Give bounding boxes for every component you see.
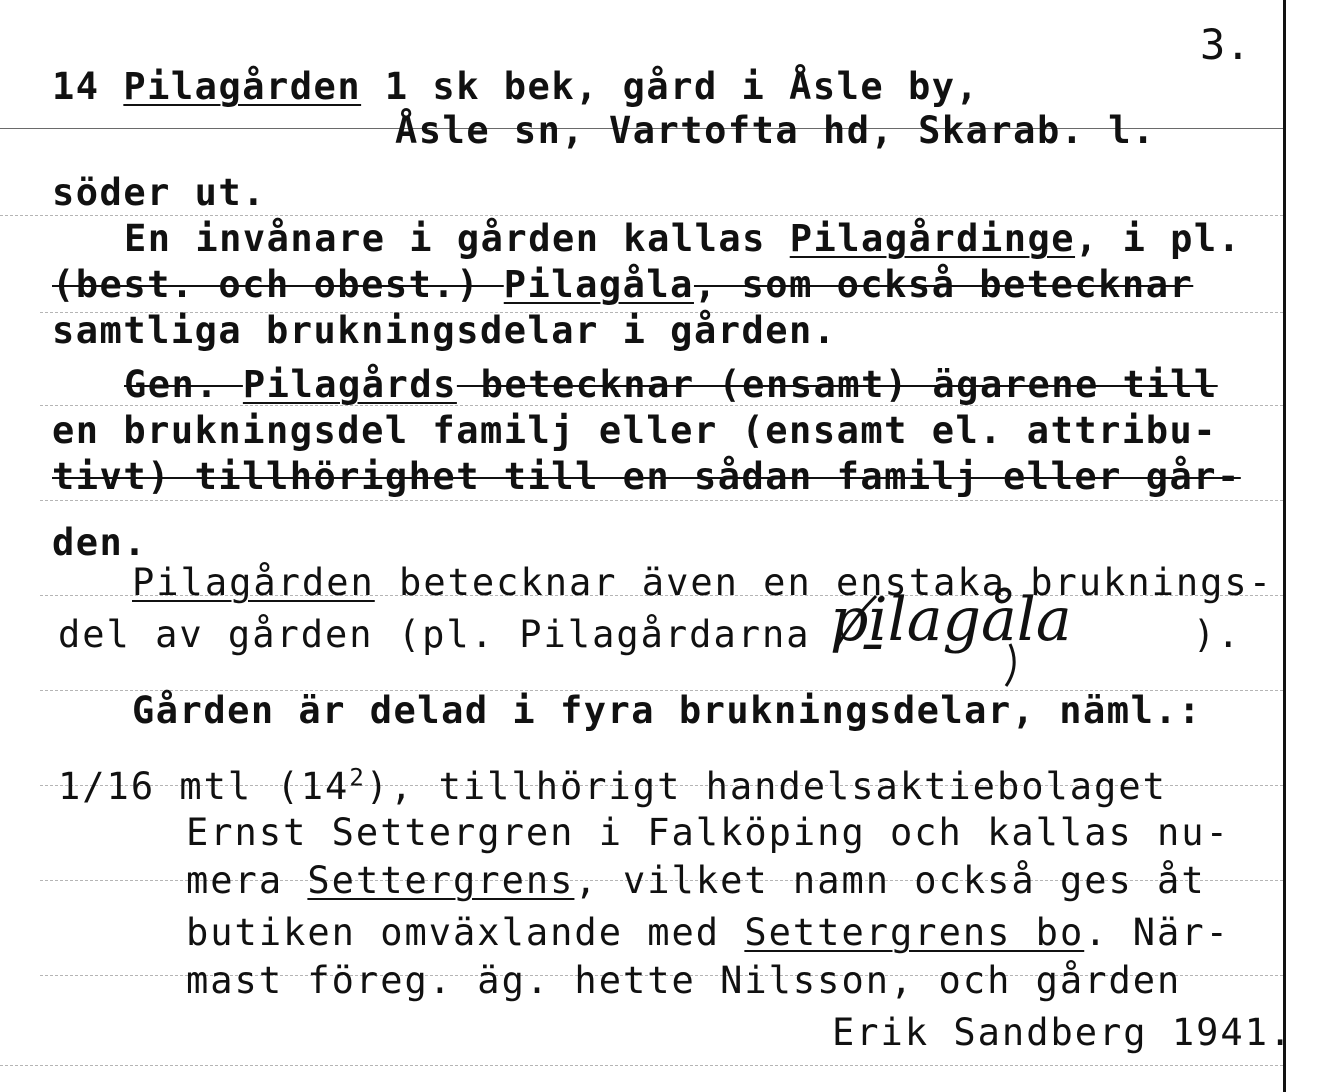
signature: Erik Sandberg 1941. xyxy=(832,1011,1294,1054)
text-run: ), tillhörigt handelsaktiebolaget xyxy=(365,765,1167,808)
text-run: del av gården (pl. Pilagårdarna xyxy=(58,613,835,656)
card-rule xyxy=(0,1065,1283,1066)
paragraph-4-line-1: Gården är delad i fyra brukningsdelar, näml.: xyxy=(132,689,1202,732)
page-number: 3. xyxy=(1200,20,1251,69)
entry-number: 14 xyxy=(52,65,100,108)
term-pilagarden: Pilagården xyxy=(132,561,375,604)
handwritten-word: pi̱lagåla xyxy=(830,585,1072,655)
paragraph-5-line-1 xyxy=(58,763,1167,808)
paragraph-1-line-3 xyxy=(52,264,1193,306)
paragraph-1-line-4: samtliga brukningsdelar i gården. xyxy=(52,309,837,352)
paragraph-5-line-4 xyxy=(186,912,1230,954)
superscript: 2 xyxy=(349,763,366,792)
card-right-edge xyxy=(1283,0,1286,1092)
paragraph-2-line-3: tivt) tillhörighet till en sådan familj eller går- xyxy=(52,455,1241,498)
term-settergrens-bo: Settergrens bo xyxy=(744,911,1085,954)
term-pilagards: Pilagårds xyxy=(242,363,457,406)
entry-location: Åsle sn, Vartofta hd, Skarab. l. xyxy=(395,109,1156,152)
text-run: betecknar (ensamt) ägarene till xyxy=(456,363,1218,406)
text-run: (best. och obest.) xyxy=(52,263,504,306)
paragraph-5-line-3 xyxy=(186,860,1206,902)
paragraph-1-line-1: söder ut. xyxy=(52,171,266,214)
text-run: En invånare i gården kallas xyxy=(124,217,790,260)
text-run: butiken omväxlande med xyxy=(186,911,745,954)
text-run: 1/16 mtl (14 xyxy=(58,765,350,808)
text-run: . När- xyxy=(1084,911,1230,954)
card-rule xyxy=(0,215,1283,216)
text-run: mera xyxy=(186,859,308,902)
text-run: ). xyxy=(1192,613,1242,656)
paragraph-2-line-1 xyxy=(124,364,1218,406)
paragraph-5-line-2: Ernst Settergren i Falköping och kallas nu- xyxy=(186,811,1230,854)
paragraph-2-line-2: en brukningsdel familj eller (ensamt el. attribu- xyxy=(52,409,1218,452)
text-run: Gen. xyxy=(124,363,243,406)
handwritten-insertion xyxy=(810,582,1210,692)
text-run: betecknar även en enstaka bruknings- xyxy=(374,561,1273,604)
card-rule xyxy=(40,500,1283,501)
paragraph-1-line-2 xyxy=(124,218,1241,260)
paragraph-2-line-4: den. xyxy=(52,521,148,564)
entry-heading xyxy=(52,66,979,108)
term-settergrens: Settergrens xyxy=(307,859,575,902)
text-run: , som också betecknar xyxy=(693,263,1194,306)
term-pilagardinge: Pilagårdinge xyxy=(789,217,1076,260)
term-pilagala: Pilagåla xyxy=(503,263,694,306)
paragraph-5-line-5: mast föreg. äg. hette Nilsson, och gården xyxy=(186,959,1182,1002)
entry-heading-rest: 1 sk bek, gård i Åsle by, xyxy=(361,65,980,108)
entry-name: Pilagården xyxy=(123,65,362,108)
text-run: , i pl. xyxy=(1075,217,1242,260)
text-run: , vilket namn också ges åt xyxy=(574,859,1206,902)
